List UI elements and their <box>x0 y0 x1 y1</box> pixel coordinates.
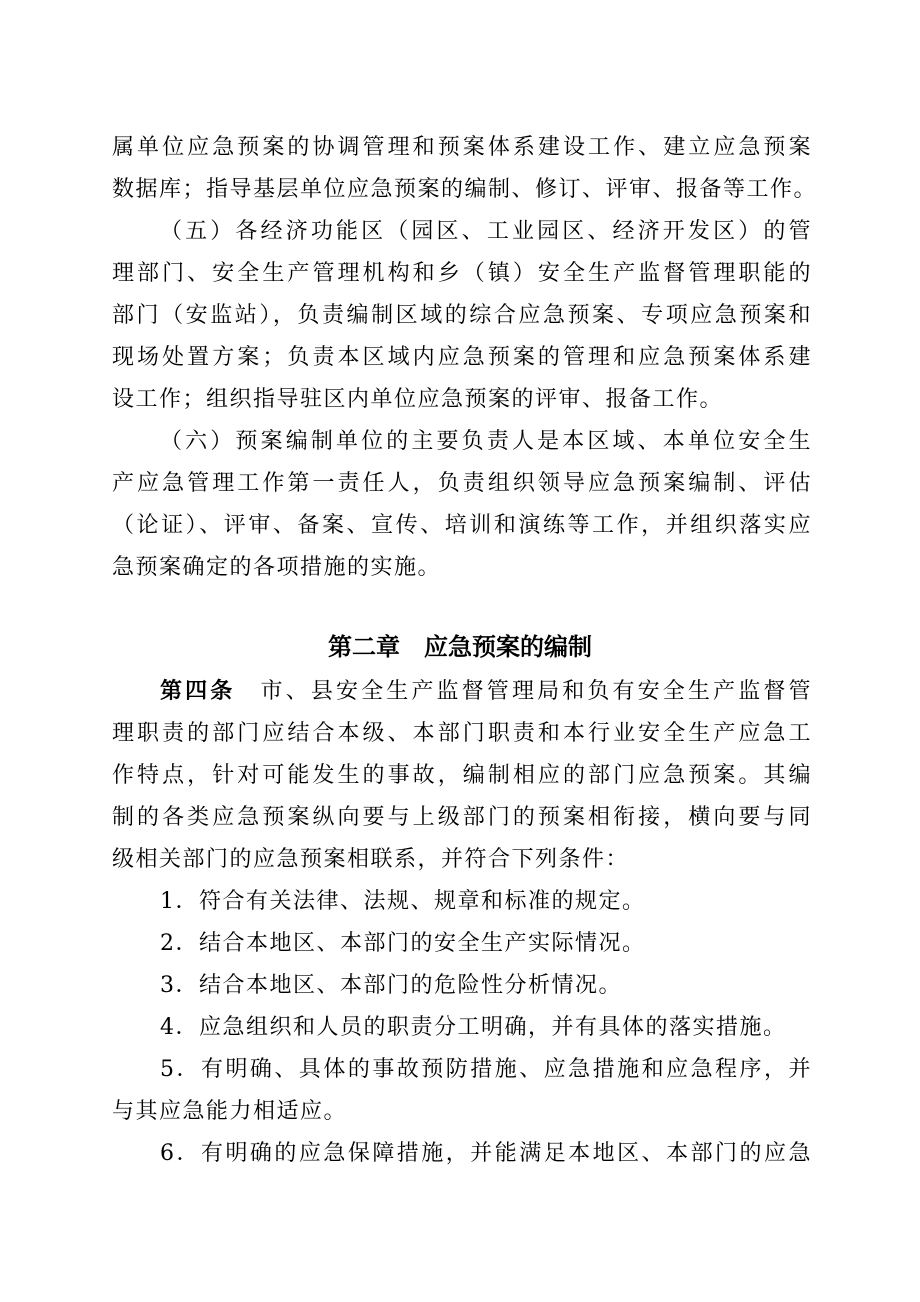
condition-item: 3．结合本地区、本部门的危险性分析情况。 <box>160 973 622 998</box>
condition-item: 5．有明确、具体的事故预防措施、应急措施和应急程序，并 <box>160 1057 812 1082</box>
condition-item: 6．有明确的应急保障措施，并能满足本地区、本部门的应急 <box>160 1141 812 1166</box>
paragraph-line: （六）预案编制单位的主要负责人是本区域、本单位安全生 <box>160 429 812 454</box>
article-line: 作特点，针对可能发生的事故，编制相应的部门应急预案。其编 <box>112 763 812 788</box>
condition-item: 1．符合有关法律、法规、规章和标准的规定。 <box>160 889 646 914</box>
paragraph-line: 设工作；组织指导驻区内单位应急预案的评审、报备工作。 <box>112 387 724 412</box>
article-first-line <box>160 677 812 707</box>
article-text: 市、县安全生产监督管理局和负有安全生产监督管 <box>235 679 812 704</box>
condition-item-continued: 与其应急能力相适应。 <box>112 1099 348 1124</box>
article-line: 制的各类应急预案纵向要与上级部门的预案相衔接，横向要与同 <box>112 805 812 830</box>
paragraph-line: （论证）、评审、备案、宣传、培训和演练等工作，并组织落实应 <box>112 513 812 538</box>
paragraph-line: 理部门、安全生产管理机构和乡（镇）安全生产监督管理职能的 <box>112 261 812 286</box>
article-line: 级相关部门的应急预案相联系，并符合下列条件： <box>112 847 630 872</box>
paragraph-line: 数据库；指导基层单位应急预案的编制、修订、评审、报备等工作。 <box>112 177 818 202</box>
paragraph-line: 部门（安监站），负责编制区域的综合应急预案、专项应急预案和 <box>112 303 812 328</box>
paragraph-line: 现场处置方案；负责本区域内应急预案的管理和应急预案体系建 <box>112 345 812 370</box>
article-label: 第四条 <box>160 679 236 704</box>
condition-item: 4．应急组织和人员的职责分工明确，并有具体的落实措施。 <box>160 1015 787 1040</box>
paragraph-line: （五）各经济功能区（园区、工业园区、经济开发区）的管 <box>160 219 812 244</box>
chapter-title: 第二章 应急预案的编制 <box>328 633 592 661</box>
paragraph-line: 急预案确定的各项措施的实施。 <box>112 555 442 580</box>
paragraph-line: 产应急管理工作第一责任人，负责组织领导应急预案编制、评估 <box>112 471 812 496</box>
article-line: 理职责的部门应结合本级、本部门职责和本行业安全生产应急工 <box>112 721 812 746</box>
condition-item: 2．结合本地区、本部门的安全生产实际情况。 <box>160 931 646 956</box>
paragraph-line: 属单位应急预案的协调管理和预案体系建设工作、建立应急预案 <box>112 135 812 160</box>
